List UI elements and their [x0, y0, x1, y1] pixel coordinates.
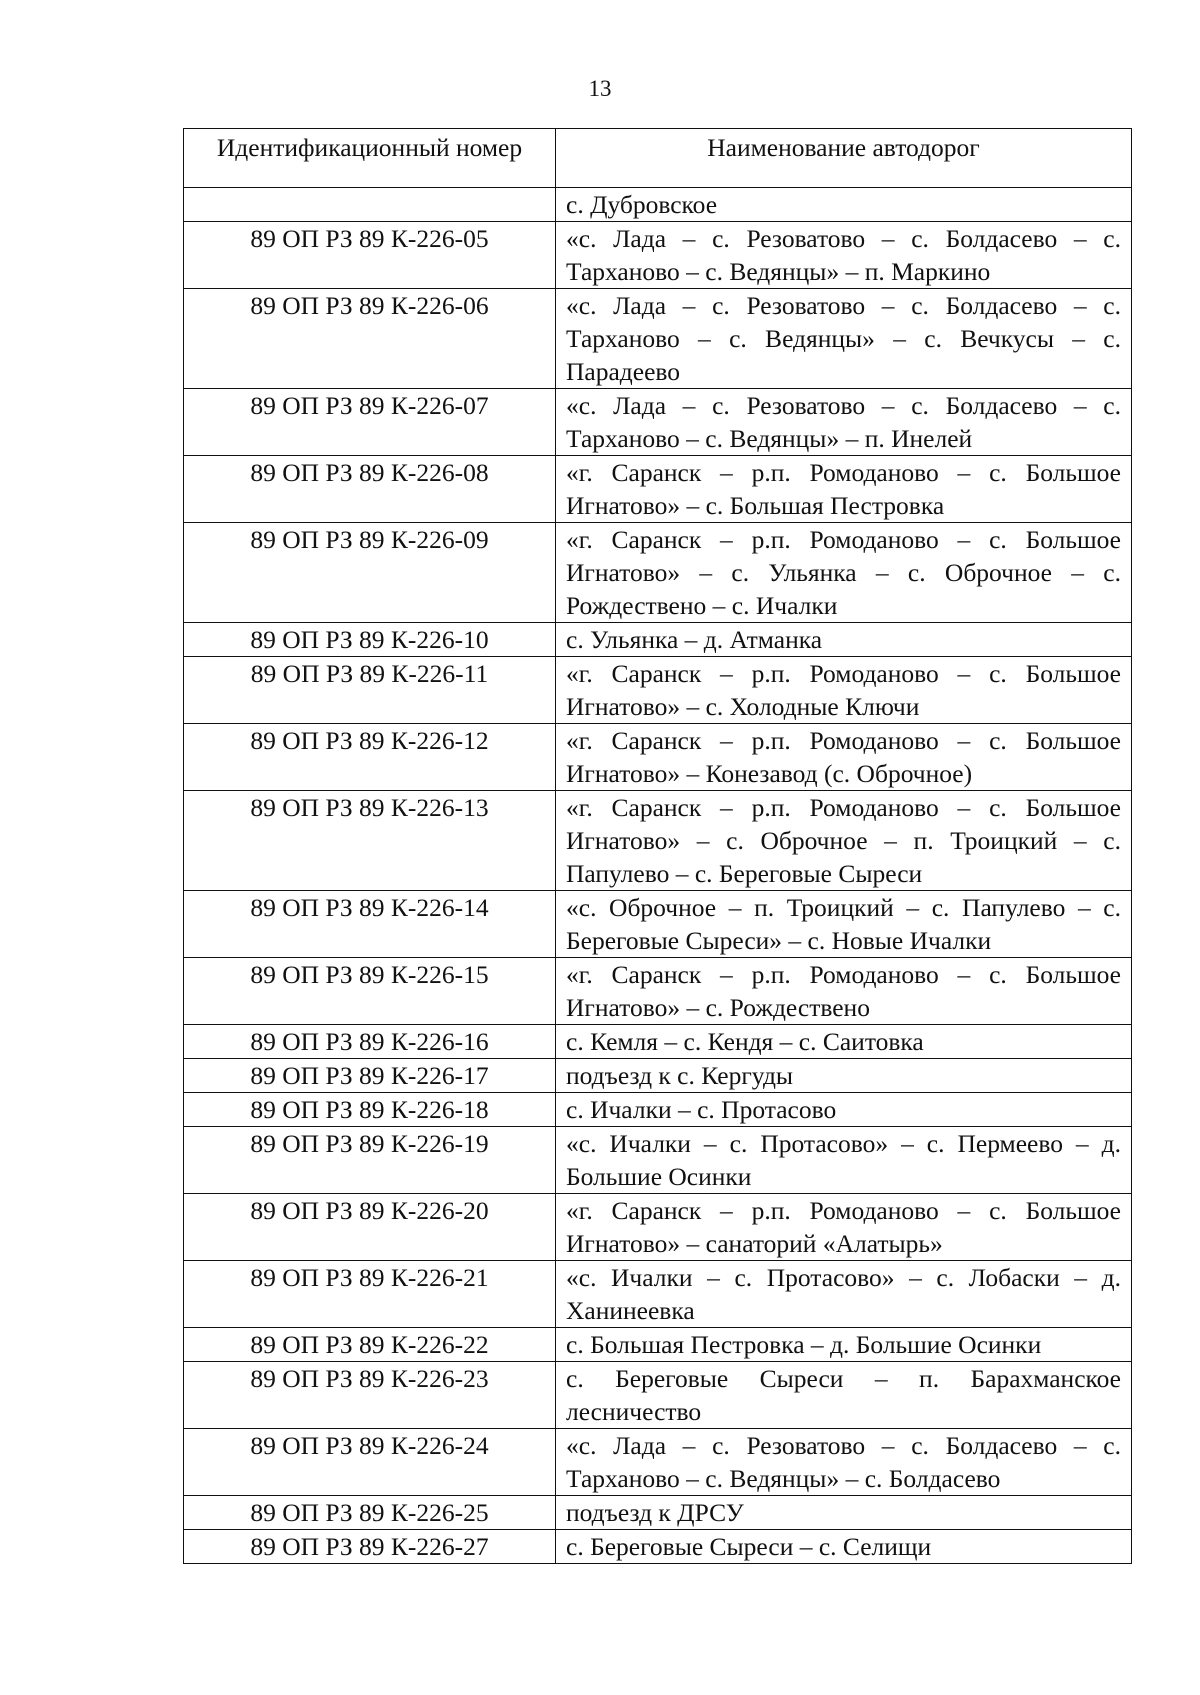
- table-header-row: [184, 129, 1132, 188]
- table-row: [184, 523, 1132, 623]
- road-id: 89 ОП РЗ 89 К-226-24: [184, 1429, 556, 1496]
- road-id: 89 ОП РЗ 89 К-226-11: [184, 657, 556, 724]
- header-name: Наименование автодорог: [556, 129, 1132, 188]
- table-row: [184, 891, 1132, 958]
- road-name: «с. Лада – с. Резоватово – с. Болдасево – с. Тарханово – с. Ведянцы» – с. Вечкусы – с. Парадеево: [556, 289, 1132, 389]
- table-row: [184, 1059, 1132, 1093]
- road-id: 89 ОП РЗ 89 К-226-05: [184, 222, 556, 289]
- road-id: 89 ОП РЗ 89 К-226-18: [184, 1093, 556, 1127]
- table-row: [184, 724, 1132, 791]
- table-row: [184, 1261, 1132, 1328]
- road-id: 89 ОП РЗ 89 К-226-08: [184, 456, 556, 523]
- road-id: 89 ОП РЗ 89 К-226-15: [184, 958, 556, 1025]
- road-name: с. Дубровское: [556, 188, 1132, 222]
- table-row: [184, 289, 1132, 389]
- road-name: «г. Саранск – р.п. Ромоданово – с. Большое Игнатово» – с. Ульянка – с. Оброчное – с. Рождествено – с. Ичалки: [556, 523, 1132, 623]
- road-name: «г. Саранск – р.п. Ромоданово – с. Большое Игнатово» – Конезавод (с. Оброчное): [556, 724, 1132, 791]
- road-name: «с. Лада – с. Резоватово – с. Болдасево – с. Тарханово – с. Ведянцы» – п. Маркино: [556, 222, 1132, 289]
- road-name: «с. Оброчное – п. Троицкий – с. Папулево – с. Береговые Сыреси» – с. Новые Ичалки: [556, 891, 1132, 958]
- table-row: [184, 456, 1132, 523]
- table-row: [184, 188, 1132, 222]
- road-id: 89 ОП РЗ 89 К-226-22: [184, 1328, 556, 1362]
- road-name: подъезд к с. Кергуды: [556, 1059, 1132, 1093]
- road-id: 89 ОП РЗ 89 К-226-13: [184, 791, 556, 891]
- road-id: 89 ОП РЗ 89 К-226-23: [184, 1362, 556, 1429]
- table-row: [184, 958, 1132, 1025]
- roads-table: [183, 128, 1132, 1564]
- road-id: 89 ОП РЗ 89 К-226-20: [184, 1194, 556, 1261]
- road-name: «г. Саранск – р.п. Ромоданово – с. Большое Игнатово» – с. Рождествено: [556, 958, 1132, 1025]
- table-row: [184, 1093, 1132, 1127]
- table-row: [184, 791, 1132, 891]
- road-name: «г. Саранск – р.п. Ромоданово – с. Большое Игнатово» – с. Большая Пестровка: [556, 456, 1132, 523]
- road-name: «с. Ичалки – с. Протасово» – с. Лобаски – д. Ханинеевка: [556, 1261, 1132, 1328]
- table-row: [184, 1127, 1132, 1194]
- table-row: [184, 1530, 1132, 1564]
- road-name: «с. Лада – с. Резоватово – с. Болдасево – с. Тарханово – с. Ведянцы» – п. Инелей: [556, 389, 1132, 456]
- road-id: [184, 188, 556, 222]
- table-row: [184, 1328, 1132, 1362]
- page-number: 13: [588, 76, 612, 101]
- table-row: [184, 657, 1132, 724]
- road-name: «с. Лада – с. Резоватово – с. Болдасево – с. Тарханово – с. Ведянцы» – с. Болдасево: [556, 1429, 1132, 1496]
- table-row: [184, 222, 1132, 289]
- road-id: 89 ОП РЗ 89 К-226-09: [184, 523, 556, 623]
- road-id: 89 ОП РЗ 89 К-226-21: [184, 1261, 556, 1328]
- table-row: [184, 389, 1132, 456]
- road-id: 89 ОП РЗ 89 К-226-06: [184, 289, 556, 389]
- table-row: [184, 1429, 1132, 1496]
- table-body: [184, 188, 1132, 1564]
- road-id: 89 ОП РЗ 89 К-226-19: [184, 1127, 556, 1194]
- road-id: 89 ОП РЗ 89 К-226-17: [184, 1059, 556, 1093]
- road-id: 89 ОП РЗ 89 К-226-07: [184, 389, 556, 456]
- road-name: с. Кемля – с. Кендя – с. Саитовка: [556, 1025, 1132, 1059]
- road-id: 89 ОП РЗ 89 К-226-27: [184, 1530, 556, 1564]
- table-row: [184, 623, 1132, 657]
- road-name: «с. Ичалки – с. Протасово» – с. Пермеево – д. Большие Осинки: [556, 1127, 1132, 1194]
- road-name: подъезд к ДРСУ: [556, 1496, 1132, 1530]
- road-name: с. Большая Пестровка – д. Большие Осинки: [556, 1328, 1132, 1362]
- table-row: [184, 1025, 1132, 1059]
- road-id: 89 ОП РЗ 89 К-226-12: [184, 724, 556, 791]
- road-name: «г. Саранск – р.п. Ромоданово – с. Большое Игнатово» – с. Холодные Ключи: [556, 657, 1132, 724]
- road-name: «г. Саранск – р.п. Ромоданово – с. Большое Игнатово» – санаторий «Алатырь»: [556, 1194, 1132, 1261]
- road-id: 89 ОП РЗ 89 К-226-14: [184, 891, 556, 958]
- table-row: [184, 1496, 1132, 1530]
- table-row: [184, 1362, 1132, 1429]
- road-id: 89 ОП РЗ 89 К-226-25: [184, 1496, 556, 1530]
- road-id: 89 ОП РЗ 89 К-226-10: [184, 623, 556, 657]
- road-name: с. Ульянка – д. Атманка: [556, 623, 1132, 657]
- road-name: с. Береговые Сыреси – с. Селищи: [556, 1530, 1132, 1564]
- road-name: с. Береговые Сыреси – п. Барахманское лесничество: [556, 1362, 1132, 1429]
- road-name: «г. Саранск – р.п. Ромоданово – с. Большое Игнатово» – с. Оброчное – п. Троицкий – с. Папулево – с. Береговые Сыреси: [556, 791, 1132, 891]
- road-name: с. Ичалки – с. Протасово: [556, 1093, 1132, 1127]
- road-id: 89 ОП РЗ 89 К-226-16: [184, 1025, 556, 1059]
- table-row: [184, 1194, 1132, 1261]
- header-id: Идентификационный номер: [184, 129, 556, 188]
